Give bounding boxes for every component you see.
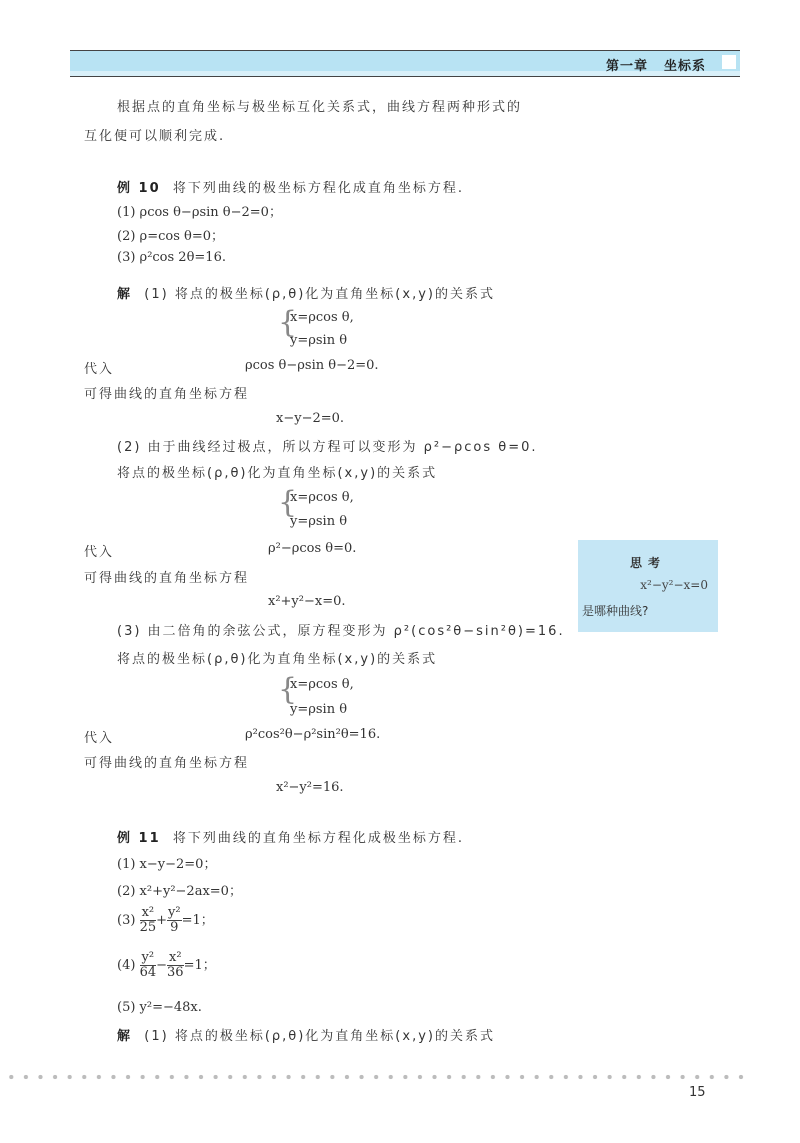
think-title: 思考 xyxy=(629,556,666,570)
system-x-3: x=ρcos θ, xyxy=(290,677,354,692)
substitute-label-3: 代入 xyxy=(84,731,115,746)
example-10-item-2: (2) ρ=cos θ=0； xyxy=(117,229,224,244)
system-y-1: y=ρsin θ xyxy=(290,333,348,348)
system-x-2: x=ρcos θ, xyxy=(290,490,354,505)
fraction: $\frac{\text{x²}}{25}$ xyxy=(139,905,157,935)
example-10-heading xyxy=(117,177,464,196)
result-eq-1: x−y−2=0. xyxy=(276,411,345,426)
result-eq-2: x²+y²−x=0. xyxy=(268,594,346,609)
substitute-eq-1: ρcos θ−ρsin θ−2=0. xyxy=(245,358,379,373)
think-question: 是哪种曲线? xyxy=(582,604,649,618)
chapter-label: 第一章 xyxy=(605,59,648,74)
system-y-2: y=ρsin θ xyxy=(290,514,348,529)
page-number: 15 xyxy=(689,1085,706,1100)
solution-10-2-lead: (2) 由于曲线经过极点，所以方程可以变形为 ρ²−ρcos θ=0. xyxy=(117,440,538,455)
example-11-item-3: (3) $\frac{\text{x²}}{25}$ + $\frac{\text{y²}}{9}$ =1； xyxy=(117,905,214,935)
footer-dotted-rule xyxy=(4,1074,744,1080)
example-11-item-1: (1) x−y−2=0； xyxy=(117,857,217,872)
left-brace-icon: { xyxy=(278,672,298,707)
solution-10-1-lead: 解 (1) 将点的极坐标(ρ,θ)化为直角坐标(x,y)的关系式 xyxy=(117,287,495,302)
example-11-prompt: 将下列曲线的直角坐标方程化成极坐标方程. xyxy=(172,831,465,846)
left-brace-icon: { xyxy=(278,305,298,340)
example-11-item-5: (5) y²=−48x. xyxy=(117,1000,202,1015)
example-11-heading xyxy=(117,827,464,846)
system-y-3: y=ρsin θ xyxy=(290,702,348,717)
solution-label: 解 xyxy=(117,287,133,302)
solution-11-lead: 解 (1) 将点的极坐标(ρ,θ)化为直角坐标(x,y)的关系式 xyxy=(117,1029,495,1044)
solution-10-3-lead2: 将点的极坐标(ρ,θ)化为直角坐标(x,y)的关系式 xyxy=(117,652,438,667)
intro-line-2: 互化便可以顺利完成. xyxy=(84,129,226,144)
fraction: $\frac{\text{y²}}{64}$ xyxy=(139,950,157,980)
example-10-label: 例 10 xyxy=(117,181,161,196)
substitute-label-2: 代入 xyxy=(84,545,115,560)
example-11-label: 例 11 xyxy=(117,831,161,846)
result-lead-2: 可得曲线的直角坐标方程 xyxy=(84,571,250,586)
fraction: $\frac{\text{y²}}{9}$ xyxy=(168,905,181,935)
result-eq-3: x²−y²=16. xyxy=(276,780,344,795)
substitute-label-1: 代入 xyxy=(84,362,115,377)
result-lead-1: 可得曲线的直角坐标方程 xyxy=(84,387,250,402)
think-equation: x²−y²−x=0 xyxy=(640,578,708,592)
running-header xyxy=(606,55,706,74)
result-lead-3: 可得曲线的直角坐标方程 xyxy=(84,756,250,771)
solution-10-2-lead2: 将点的极坐标(ρ,θ)化为直角坐标(x,y)的关系式 xyxy=(117,466,438,481)
chapter-title: 坐标系 xyxy=(663,59,706,74)
header-square-decoration xyxy=(722,55,736,69)
think-sidebar-box xyxy=(578,540,718,632)
substitute-eq-2: ρ²−ρcos θ=0. xyxy=(268,541,357,556)
solution-label: 解 xyxy=(117,1029,133,1044)
system-x-1: x=ρcos θ, xyxy=(290,310,354,325)
substitute-eq-3: ρ²cos²θ−ρ²sin²θ=16. xyxy=(245,727,381,742)
example-11-item-4: (4) $\frac{\text{y²}}{64}$ − $\frac{\text{x²}}{36}$ =1； xyxy=(117,950,216,980)
example-10-item-1: (1) ρcos θ−ρsin θ−2=0； xyxy=(117,205,282,220)
example-10-item-3: (3) ρ²cos 2θ=16. xyxy=(117,250,226,265)
example-11-item-2: (2) x²+y²−2ax=0； xyxy=(117,884,242,899)
solution-10-3-lead: (3) 由二倍角的余弦公式，原方程变形为 ρ²(cos²θ−sin²θ)=16. xyxy=(117,624,565,639)
fraction: $\frac{\text{x²}}{36}$ xyxy=(167,950,184,980)
left-brace-icon: { xyxy=(278,485,298,520)
example-10-prompt: 将下列曲线的极坐标方程化成直角坐标方程. xyxy=(172,181,465,196)
intro-line-1: 根据点的直角坐标与极坐标互化关系式，曲线方程两种形式的 xyxy=(117,100,523,115)
chapter-header-bar xyxy=(70,50,740,77)
